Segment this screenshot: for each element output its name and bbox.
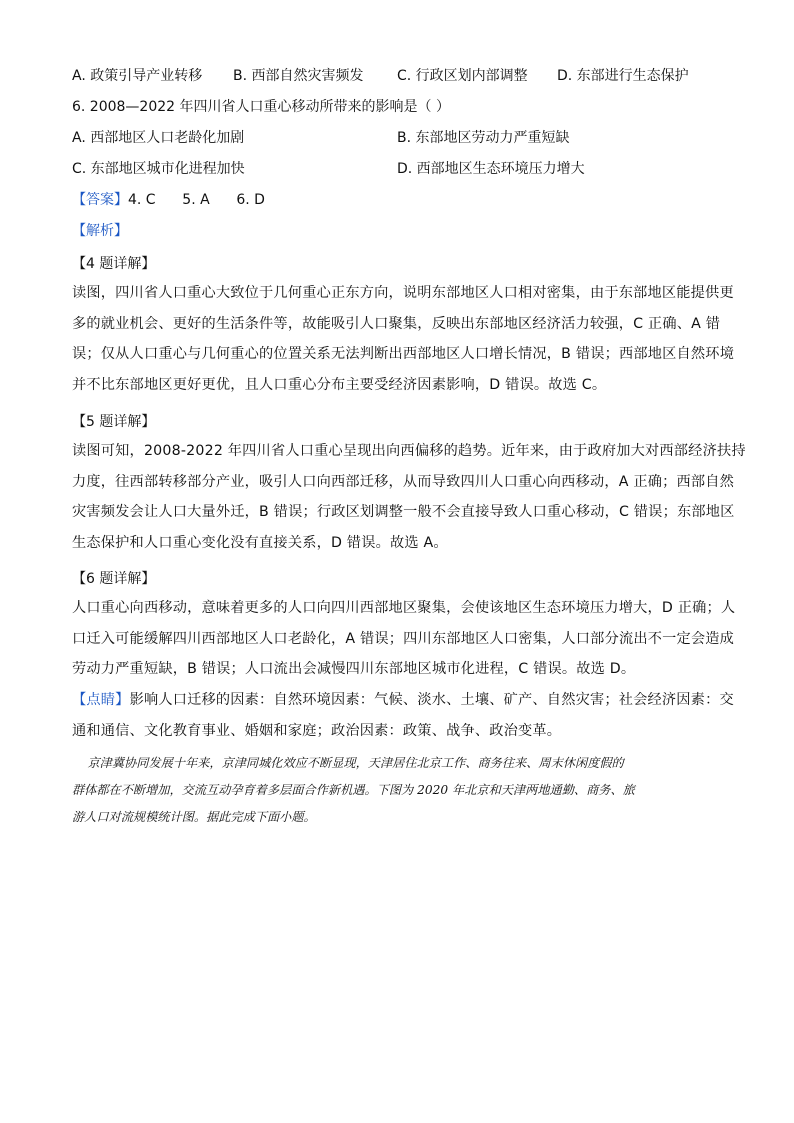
tips-text: 影响人口迁移的因素：自然环境因素：气候、淡水、土壤、矿产、自然灾害；社会经济因素：交 bbox=[129, 692, 734, 708]
reading-passage bbox=[72, 750, 722, 831]
detail6-row: 劳动力严重短缺，B 错误；人口流出会减慢四川东部地区城市化进程，C 错误。故选 D。 bbox=[72, 661, 636, 677]
detail4-row: 误；仅从人口重心与几何重心的位置关系无法判断出西部地区人口增长情况，B 错误；西部地区自然环境 bbox=[72, 346, 735, 362]
detail4-heading: 【4 题详解】 bbox=[72, 256, 156, 272]
passage-row: 游人口对流规模统计图。据此完成下面小题。 bbox=[72, 810, 316, 824]
q6-option-c: C. 东部地区城市化进程加快 bbox=[72, 161, 245, 177]
detail4-row: 多的就业机会、更好的生活条件等，故能吸引人口聚集，反映出东部地区经济活力较强，C 正确、A 错 bbox=[72, 315, 721, 332]
passage-row: 京津冀协同发展十年来，京津同城化效应不断显现，天津居住北京工作、商务往来、周末休闲度假的 bbox=[72, 756, 624, 770]
tips-row bbox=[72, 685, 734, 716]
tips-label: 【点睛】 bbox=[72, 692, 130, 708]
answer-label: 【答案】 bbox=[72, 192, 128, 208]
q4-option-a: A. 政策引导产业转移 bbox=[72, 68, 203, 84]
detail5-row: 力度，往西部转移部分产业，吸引人口向西部迁移，从而导致四川人口重心向西移动，A 正确；西部自然 bbox=[72, 473, 735, 490]
q6-stem: 6. 2008—2022 年四川省人口重心移动所带来的影响是（ ） bbox=[72, 99, 450, 115]
detail6-row: 口迁入可能缓解四川西部地区人口老龄化，A 错误；四川东部地区人口密集，人口部分流出不一定会造成 bbox=[72, 630, 735, 647]
detail5-heading: 【5 题详解】 bbox=[72, 414, 156, 430]
detail6-heading: 【6 题详解】 bbox=[72, 571, 156, 587]
tips-row: 通和通信、文化教育事业、婚姻和家庭；政治因素：政策、战争、政治变革。 bbox=[72, 722, 562, 739]
q4-option-c: C. 行政区划内部调整 bbox=[397, 68, 528, 84]
q4-option-d: D. 东部进行生态保护 bbox=[557, 68, 689, 84]
q6-option-b: B. 东部地区劳动力严重短缺 bbox=[397, 130, 570, 146]
detail4-body bbox=[72, 278, 735, 400]
detail6-body bbox=[72, 593, 736, 685]
tips-body bbox=[72, 685, 734, 746]
detail4-row: 并不比东部地区更好更优，且人口重心分布主要受经济因素影响，D 错误。故选 C。 bbox=[72, 376, 607, 393]
detail5-row: 读图可知，2008-2022 年四川省人口重心呈现出向西偏移的趋势。近年来，由于政府加大对西部经济扶持 bbox=[72, 443, 746, 459]
detail6-row: 人口重心向西移动，意味着更多的人口向四川西部地区聚集，会使该地区生态环境压力增大，D 正确；人 bbox=[72, 600, 736, 616]
analysis-label: 【解析】 bbox=[72, 223, 128, 239]
q6-option-a: A. 西部地区人口老龄化加剧 bbox=[72, 130, 245, 146]
q4-option-b: B. 西部自然灾害频发 bbox=[233, 68, 364, 84]
answer-line bbox=[72, 190, 265, 210]
detail5-row: 生态保护和人口重心变化没有直接关系，D 错误。故选 A。 bbox=[72, 534, 448, 551]
detail4-row: 读图，四川省人口重心大致位于几何重心正东方向，说明东部地区人口相对密集，由于东部地区能提供更 bbox=[72, 285, 734, 301]
q6-option-d: D. 西部地区生态环境压力增大 bbox=[397, 161, 585, 177]
detail5-row: 灾害频发会让人口大量外迁，B 错误；行政区划调整一般不会直接导致人口重心移动，C 错误；东部地区 bbox=[72, 504, 735, 520]
detail5-body bbox=[72, 436, 746, 558]
passage-row: 群体都在不断增加，交流互动孕育着多层面合作新机遇。下图为 2020 年北京和天津两地通勤、商务、旅 bbox=[72, 783, 635, 797]
answer-text: 4. C 5. A 6. D bbox=[128, 192, 265, 208]
